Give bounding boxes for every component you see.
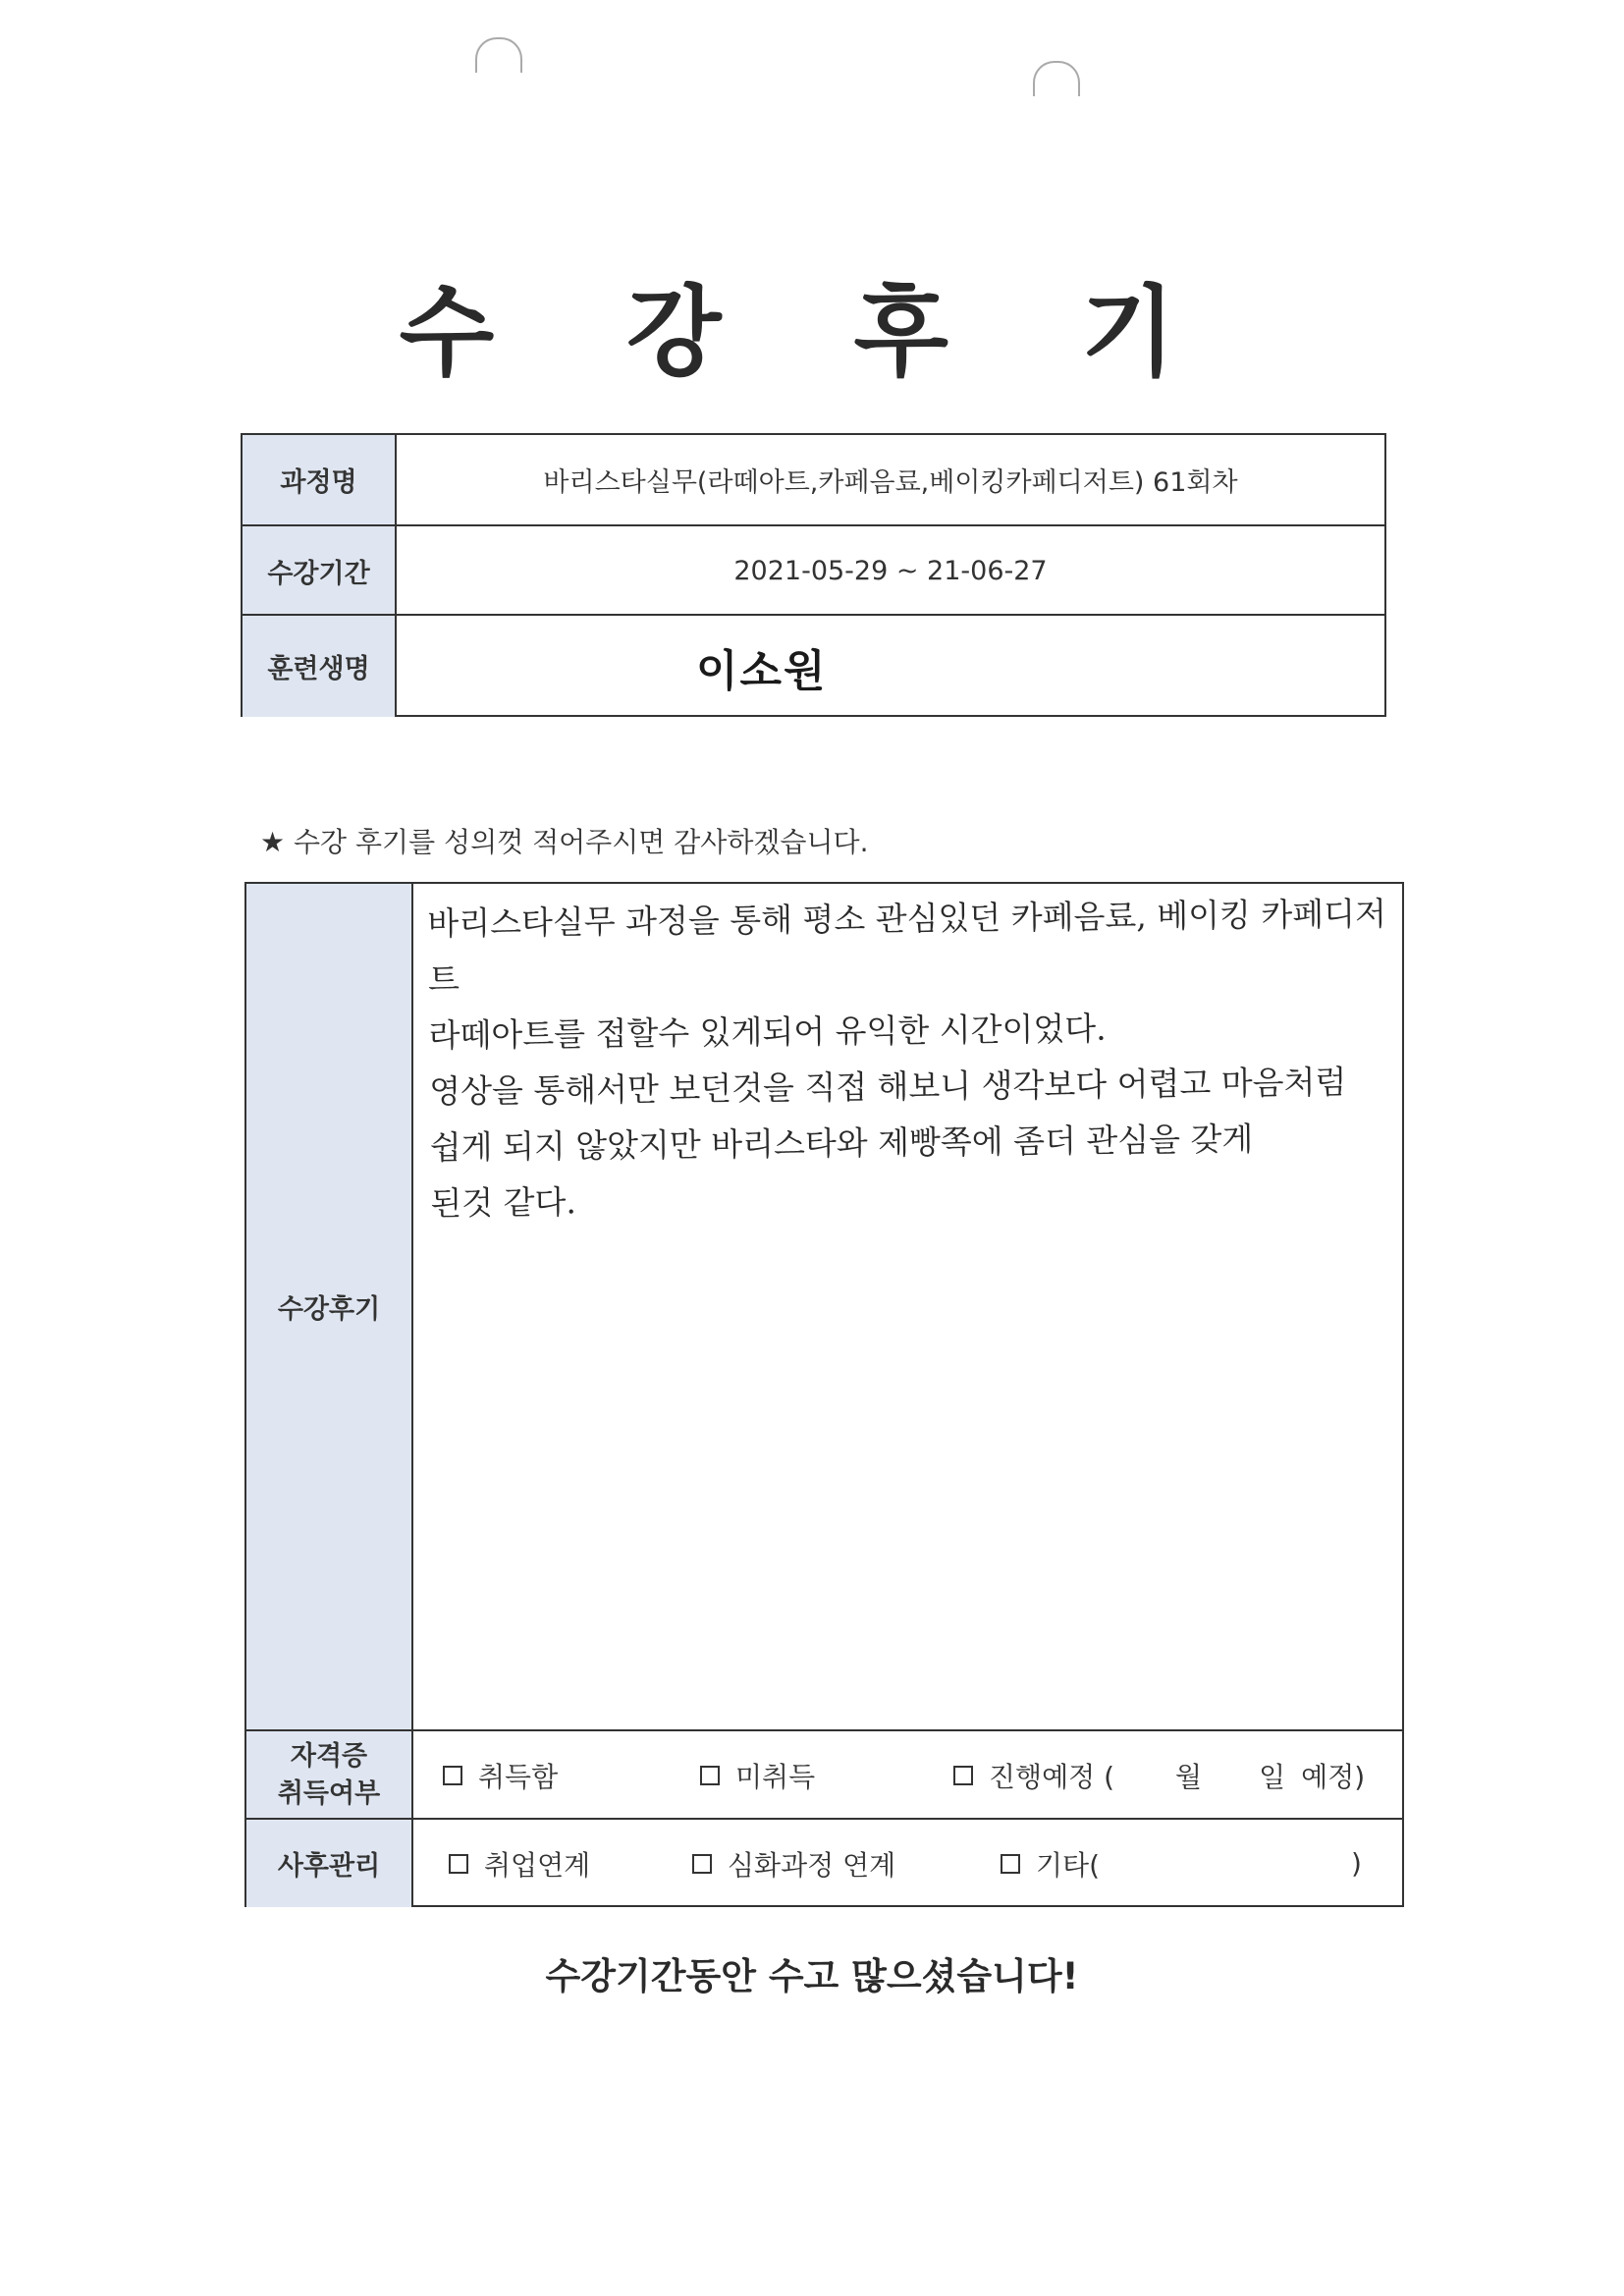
period-label: 수강기간 <box>243 526 397 616</box>
followup-option-job[interactable]: 취업연계 <box>449 1844 692 1884</box>
checkbox[interactable] <box>953 1766 973 1785</box>
trainee-label: 훈련생명 <box>243 616 397 717</box>
checkbox[interactable] <box>443 1766 462 1785</box>
review-line: 영상을 통해서만 보던것을 직접 해보니 생각보다 어렵고 마음처럼 <box>429 1063 1347 1111</box>
review-handwritten-text <box>413 873 1406 1243</box>
checkbox[interactable] <box>700 1766 720 1785</box>
certificate-options <box>413 1731 1402 1820</box>
review-table <box>244 882 1404 1907</box>
certificate-option-obtained[interactable]: 취득함 <box>443 1756 700 1795</box>
followup-options <box>413 1820 1402 1907</box>
course-label: 과정명 <box>243 435 397 524</box>
checkbox[interactable] <box>1001 1854 1020 1874</box>
review-row <box>246 884 1402 1729</box>
certificate-option-planned[interactable]: 진행예정 ( 월 일 예정) <box>953 1756 1365 1795</box>
course-row <box>243 435 1384 524</box>
followup-label: 사후관리 <box>246 1820 413 1907</box>
review-label: 수강후기 <box>246 884 413 1729</box>
period-row <box>243 524 1384 616</box>
followup-option-advanced-course[interactable]: 심화과정 연계 <box>692 1844 1001 1884</box>
review-line: 바리스타실무 과정을 통해 평소 관심있던 카페음료, 베이킹 카페디저트 <box>427 894 1387 999</box>
course-info-table <box>241 433 1386 717</box>
closing-message: 수강기간동안 수고 많으셨습니다! <box>545 1955 1079 1997</box>
period-value: 2021-05-29 ~ 21-06-27 <box>733 556 1048 586</box>
followup-row <box>246 1818 1402 1907</box>
certificate-option-not-obtained[interactable]: 미취득 <box>700 1756 953 1795</box>
course-value: 바리스타실무(라떼아트,카페음료,베이킹카페디저트) 61회차 <box>543 467 1238 498</box>
punch-hole-left <box>475 37 522 73</box>
checkbox[interactable] <box>449 1854 468 1874</box>
page-title: 수 강 후 기 <box>399 275 1225 390</box>
certificate-row <box>246 1729 1402 1820</box>
review-line: 된것 같다. <box>430 1182 577 1223</box>
punch-hole-right <box>1033 61 1080 96</box>
instruction-note: ★ 수강 후기를 성의껏 적어주시면 감사하겠습니다. <box>260 826 869 858</box>
trainee-row <box>243 614 1384 717</box>
review-line: 라떼아트를 접할수 있게되어 유익한 시간이었다. <box>428 1009 1107 1055</box>
review-line: 쉽게 되지 않았지만 바리스타와 제빵쪽에 좀더 관심을 갖게 <box>429 1120 1254 1167</box>
review-text-area[interactable] <box>413 884 1402 1729</box>
followup-option-other[interactable]: 기타( ) <box>1001 1844 1362 1884</box>
checkbox[interactable] <box>692 1854 712 1874</box>
certificate-label: 자격증 취득여부 <box>246 1731 413 1820</box>
trainee-name-handwritten: 이소원 <box>696 645 828 696</box>
